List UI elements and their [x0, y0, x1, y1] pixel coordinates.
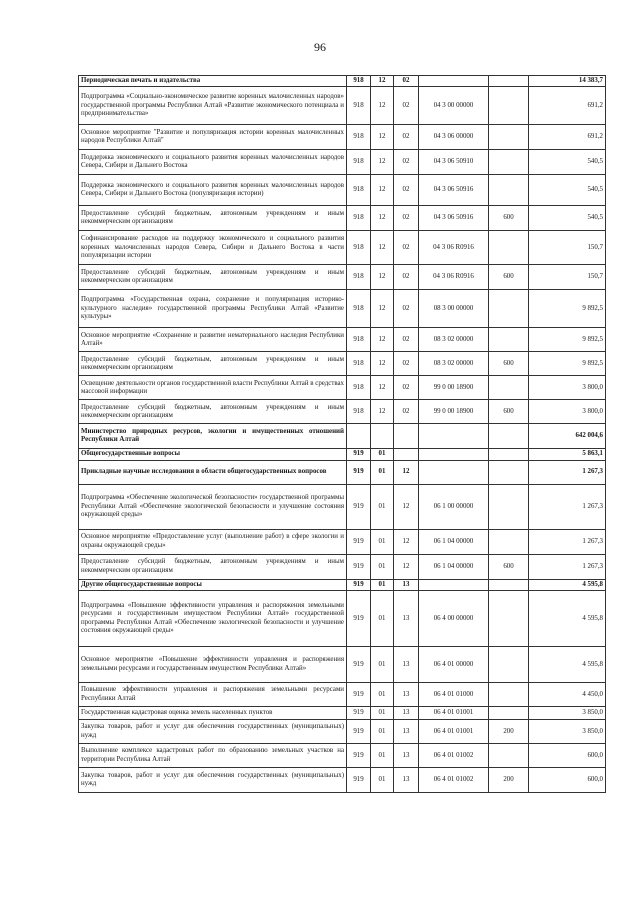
- row-section-cell: 01: [371, 484, 394, 529]
- row-name-cell: Поддержка экономического и социального развития коренных малочисленных народов Севера, Сибири и Дальнего Востока (популяризация истории): [79, 175, 347, 206]
- row-amount-cell: 9 892,5: [529, 290, 606, 328]
- row-code-cell: [347, 424, 371, 449]
- row-vr-cell: [489, 707, 529, 720]
- row-subsection-cell: 13: [394, 720, 419, 744]
- row-code-cell: 919: [347, 707, 371, 720]
- table-row: [79, 150, 606, 175]
- table-row: [79, 376, 606, 400]
- row-section-cell: 12: [371, 150, 394, 175]
- table-row: [79, 768, 606, 793]
- row-csr-cell: 04 3 06 R0916: [419, 231, 489, 265]
- row-amount-cell: 540,5: [529, 175, 606, 206]
- row-section-cell: 12: [371, 206, 394, 231]
- row-vr-cell: [489, 591, 529, 647]
- row-amount-cell: 4 595,8: [529, 579, 606, 590]
- row-code-cell: 918: [347, 175, 371, 206]
- budget-table: [78, 75, 606, 793]
- row-csr-cell: 04 3 06 R0916: [419, 265, 489, 290]
- table-row: [79, 290, 606, 328]
- page-number: 96: [314, 40, 326, 54]
- row-vr-cell: [489, 744, 529, 768]
- row-amount-cell: 1 267,3: [529, 554, 606, 579]
- row-code-cell: 919: [347, 449, 371, 460]
- row-section-cell: 01: [371, 529, 394, 554]
- row-amount-cell: 691,2: [529, 125, 606, 150]
- row-amount-cell: 540,5: [529, 206, 606, 231]
- row-csr-cell: 04 3 06 00000: [419, 125, 489, 150]
- row-vr-cell: [489, 231, 529, 265]
- row-name-cell: Предоставление субсидий бюджетным, автономным учреждениям и иным некоммерческим организациям: [79, 554, 347, 579]
- row-subsection-cell: 02: [394, 376, 419, 400]
- row-amount-cell: 1 267,3: [529, 460, 606, 484]
- row-name-cell: Другие общегосударственные вопросы: [79, 579, 347, 590]
- row-section-cell: 01: [371, 768, 394, 793]
- row-subsection-cell: 13: [394, 707, 419, 720]
- table-row: [79, 352, 606, 376]
- row-code-cell: 918: [347, 328, 371, 352]
- row-name-cell: Софинансирование расходов на поддержку экономического и социального развития коренных малочисленных народов Севера, Сибири и Дальнего Востока в части популяризации истории: [79, 231, 347, 265]
- row-code-cell: 918: [347, 352, 371, 376]
- row-subsection-cell: 02: [394, 400, 419, 424]
- row-subsection-cell: 02: [394, 206, 419, 231]
- row-vr-cell: 600: [489, 554, 529, 579]
- row-csr-cell: 06 1 04 00000: [419, 554, 489, 579]
- table-row: [79, 591, 606, 647]
- row-vr-cell: 600: [489, 400, 529, 424]
- row-section-cell: 01: [371, 707, 394, 720]
- row-subsection-cell: 02: [394, 76, 419, 87]
- row-section-cell: 12: [371, 125, 394, 150]
- row-name-cell: Основное мероприятие «Повышение эффективности управления и распоряжения земельными ресурсами и государственным имуществом Республики Алтай»: [79, 647, 347, 683]
- row-amount-cell: 9 892,5: [529, 328, 606, 352]
- row-csr-cell: 08 3 02 00000: [419, 328, 489, 352]
- row-amount-cell: 150,7: [529, 231, 606, 265]
- row-amount-cell: 691,2: [529, 87, 606, 125]
- row-name-cell: Основное мероприятие «Предоставление услуг (выполнение работ) в сфере экологии и охраны окружающей среды»: [79, 529, 347, 554]
- row-section-cell: 01: [371, 460, 394, 484]
- row-subsection-cell: [394, 424, 419, 449]
- table-row: [79, 175, 606, 206]
- row-csr-cell: 06 4 01 01002: [419, 768, 489, 793]
- row-code-cell: 918: [347, 87, 371, 125]
- row-code-cell: 918: [347, 376, 371, 400]
- row-name-cell: Поддержка экономического и социального развития коренных малочисленных народов Севера, Сибири и Дальнего Востока: [79, 150, 347, 175]
- row-csr-cell: 04 3 06 50916: [419, 175, 489, 206]
- row-amount-cell: 600,0: [529, 744, 606, 768]
- row-amount-cell: 1 267,3: [529, 529, 606, 554]
- row-name-cell: Общегосударственные вопросы: [79, 449, 347, 460]
- row-subsection-cell: 13: [394, 744, 419, 768]
- row-csr-cell: [419, 424, 489, 449]
- row-name-cell: Предоставление субсидий бюджетным, автономным учреждениям и иным некоммерческим организациям: [79, 206, 347, 231]
- row-name-cell: Закупка товаров, работ и услуг для обеспечения государственных (муниципальных) нужд: [79, 720, 347, 744]
- row-subsection-cell: 13: [394, 683, 419, 707]
- row-subsection-cell: 02: [394, 231, 419, 265]
- row-amount-cell: 3 800,0: [529, 400, 606, 424]
- table-row: [79, 744, 606, 768]
- row-csr-cell: [419, 460, 489, 484]
- row-csr-cell: [419, 449, 489, 460]
- row-csr-cell: 06 4 01 01000: [419, 683, 489, 707]
- row-amount-cell: 4 595,8: [529, 591, 606, 647]
- row-amount-cell: 600,0: [529, 768, 606, 793]
- row-subsection-cell: 02: [394, 87, 419, 125]
- row-amount-cell: 642 004,6: [529, 424, 606, 449]
- row-csr-cell: 99 0 00 18900: [419, 400, 489, 424]
- row-csr-cell: 08 3 02 00000: [419, 352, 489, 376]
- row-csr-cell: 04 3 06 50910: [419, 150, 489, 175]
- row-subsection-cell: 02: [394, 175, 419, 206]
- row-subsection-cell: 13: [394, 579, 419, 590]
- row-name-cell: Предоставление субсидий бюджетным, автономным учреждениям и иным некоммерческим организациям: [79, 352, 347, 376]
- row-name-cell: Подпрограмма «Государственная охрана, сохранение и популяризация историко-культурного наследия» государственной программы Республики Алтай «Развитие культуры»: [79, 290, 347, 328]
- row-section-cell: 12: [371, 175, 394, 206]
- row-csr-cell: 06 4 01 01001: [419, 720, 489, 744]
- row-csr-cell: 08 3 00 00000: [419, 290, 489, 328]
- row-code-cell: 919: [347, 554, 371, 579]
- row-amount-cell: 14 383,7: [529, 76, 606, 87]
- row-code-cell: 918: [347, 206, 371, 231]
- row-name-cell: Периодическая печать и издательства: [79, 76, 347, 87]
- row-section-cell: 12: [371, 400, 394, 424]
- table-row: [79, 424, 606, 449]
- row-amount-cell: 1 267,3: [529, 484, 606, 529]
- row-csr-cell: 04 3 00 00000: [419, 87, 489, 125]
- budget-table-body: [79, 76, 606, 793]
- row-subsection-cell: 02: [394, 125, 419, 150]
- row-subsection-cell: 12: [394, 554, 419, 579]
- row-name-cell: Освещение деятельности органов государственной власти Республики Алтай в средствах массовой информации: [79, 376, 347, 400]
- row-name-cell: Предоставление субсидий бюджетным, автономным учреждениям и иным некоммерческим организациям: [79, 265, 347, 290]
- row-subsection-cell: 02: [394, 265, 419, 290]
- row-code-cell: 919: [347, 683, 371, 707]
- row-subsection-cell: 12: [394, 529, 419, 554]
- row-amount-cell: 540,5: [529, 150, 606, 175]
- row-code-cell: 919: [347, 647, 371, 683]
- row-subsection-cell: 13: [394, 768, 419, 793]
- row-name-cell: Предоставление субсидий бюджетным, автономным учреждениям и иным некоммерческим организациям: [79, 400, 347, 424]
- row-vr-cell: [489, 328, 529, 352]
- row-amount-cell: 4 450,0: [529, 683, 606, 707]
- row-code-cell: 919: [347, 460, 371, 484]
- table-row: [79, 720, 606, 744]
- row-name-cell: Повышение эффективности управления и распоряжения земельными ресурсами Республики Алтай: [79, 683, 347, 707]
- row-vr-cell: [489, 424, 529, 449]
- row-name-cell: Выполнение комплексе кадастровых работ по образованию земельных участков на территории Республика Алтай: [79, 744, 347, 768]
- row-name-cell: Основное мероприятие «Сохранение и развитие нематериального наследия Республики Алтай»: [79, 328, 347, 352]
- row-code-cell: 919: [347, 720, 371, 744]
- row-csr-cell: 04 3 06 50916: [419, 206, 489, 231]
- table-row: [79, 683, 606, 707]
- row-vr-cell: [489, 579, 529, 590]
- row-subsection-cell: 02: [394, 150, 419, 175]
- row-section-cell: 01: [371, 647, 394, 683]
- row-code-cell: 918: [347, 231, 371, 265]
- row-code-cell: 918: [347, 76, 371, 87]
- row-vr-cell: [489, 529, 529, 554]
- row-csr-cell: 06 4 01 01001: [419, 707, 489, 720]
- row-amount-cell: 4 595,8: [529, 647, 606, 683]
- row-amount-cell: 3 850,0: [529, 707, 606, 720]
- table-row: [79, 484, 606, 529]
- row-code-cell: 918: [347, 290, 371, 328]
- table-row: [79, 87, 606, 125]
- row-section-cell: 01: [371, 683, 394, 707]
- row-vr-cell: 200: [489, 720, 529, 744]
- row-vr-cell: [489, 683, 529, 707]
- row-csr-cell: 06 1 00 00000: [419, 484, 489, 529]
- row-subsection-cell: 12: [394, 484, 419, 529]
- row-vr-cell: [489, 460, 529, 484]
- row-code-cell: 918: [347, 125, 371, 150]
- row-name-cell: Государственная кадастровая оценка земель населенных пунктов: [79, 707, 347, 720]
- row-csr-cell: 99 0 00 18900: [419, 376, 489, 400]
- table-row: [79, 707, 606, 720]
- row-vr-cell: [489, 376, 529, 400]
- row-csr-cell: 06 4 01 00000: [419, 647, 489, 683]
- row-section-cell: 01: [371, 554, 394, 579]
- row-vr-cell: 200: [489, 768, 529, 793]
- row-subsection-cell: 13: [394, 591, 419, 647]
- row-csr-cell: 06 1 04 00000: [419, 529, 489, 554]
- row-section-cell: 12: [371, 328, 394, 352]
- table-row: [79, 579, 606, 590]
- row-section-cell: 12: [371, 352, 394, 376]
- row-section-cell: 12: [371, 231, 394, 265]
- row-section-cell: 12: [371, 290, 394, 328]
- row-code-cell: 918: [347, 150, 371, 175]
- row-amount-cell: 5 863,1: [529, 449, 606, 460]
- table-row: [79, 76, 606, 87]
- table-row: [79, 460, 606, 484]
- row-code-cell: 919: [347, 591, 371, 647]
- row-section-cell: 01: [371, 591, 394, 647]
- row-name-cell: Подпрограмма «Социально-экономическое развитие коренных малочисленных народов» государственной программы Республики Алтай «Развитие экономического потенциала и предпринимательства»: [79, 87, 347, 125]
- row-section-cell: [371, 424, 394, 449]
- row-section-cell: 01: [371, 449, 394, 460]
- row-name-cell: Министерство природных ресурсов, экологии и имущественных отношений Республики Алтай: [79, 424, 347, 449]
- row-name-cell: Прикладные научные исследования в области общегосударственных вопросов: [79, 460, 347, 484]
- row-name-cell: Закупка товаров, работ и услуг для обеспечения государственных (муниципальных) нужд: [79, 768, 347, 793]
- row-name-cell: Основное мероприятие "Развитие и популяризация истории коренных малочисленных народов Республики Алтай": [79, 125, 347, 150]
- row-subsection-cell: 02: [394, 290, 419, 328]
- row-csr-cell: [419, 579, 489, 590]
- row-code-cell: 919: [347, 529, 371, 554]
- row-vr-cell: [489, 290, 529, 328]
- row-vr-cell: 600: [489, 265, 529, 290]
- table-row: [79, 400, 606, 424]
- row-vr-cell: [489, 647, 529, 683]
- row-code-cell: 919: [347, 579, 371, 590]
- row-section-cell: 01: [371, 579, 394, 590]
- table-row: [79, 206, 606, 231]
- row-vr-cell: [489, 484, 529, 529]
- row-section-cell: 12: [371, 265, 394, 290]
- row-csr-cell: 06 4 01 01002: [419, 744, 489, 768]
- row-code-cell: 919: [347, 484, 371, 529]
- row-subsection-cell: 12: [394, 460, 419, 484]
- row-csr-cell: [419, 76, 489, 87]
- table-row: [79, 265, 606, 290]
- row-amount-cell: 3 800,0: [529, 376, 606, 400]
- row-section-cell: 12: [371, 87, 394, 125]
- row-section-cell: 12: [371, 376, 394, 400]
- table-row: [79, 125, 606, 150]
- row-vr-cell: [489, 125, 529, 150]
- row-amount-cell: 150,7: [529, 265, 606, 290]
- table-row: [79, 231, 606, 265]
- row-amount-cell: 3 850,0: [529, 720, 606, 744]
- row-vr-cell: [489, 150, 529, 175]
- row-section-cell: 12: [371, 76, 394, 87]
- row-subsection-cell: 02: [394, 352, 419, 376]
- row-csr-cell: 06 4 00 00000: [419, 591, 489, 647]
- row-section-cell: 01: [371, 720, 394, 744]
- row-name-cell: Подпрограмма «Повышение эффективности управления и распоряжения земельными ресурсами и государственным имуществом Республики Алтай» государственной программы Республики Алтай «Обеспечение экологической безопасности и улучшение состояния окружающей среды»: [79, 591, 347, 647]
- row-subsection-cell: 13: [394, 647, 419, 683]
- row-section-cell: 01: [371, 744, 394, 768]
- row-code-cell: 919: [347, 744, 371, 768]
- row-amount-cell: 9 892,5: [529, 352, 606, 376]
- row-name-cell: Подпрограмма «Обеспечение экологической безопасности» государственной программы Республики Алтай «Обеспечение экологической безопасности и улучшение состояния окружающей среды»: [79, 484, 347, 529]
- row-vr-cell: [489, 87, 529, 125]
- table-row: [79, 529, 606, 554]
- row-subsection-cell: [394, 449, 419, 460]
- row-vr-cell: [489, 175, 529, 206]
- row-code-cell: 918: [347, 400, 371, 424]
- row-vr-cell: [489, 76, 529, 87]
- table-row: [79, 554, 606, 579]
- row-vr-cell: 600: [489, 206, 529, 231]
- row-subsection-cell: 02: [394, 328, 419, 352]
- row-code-cell: 918: [347, 265, 371, 290]
- row-vr-cell: 600: [489, 352, 529, 376]
- table-row: [79, 449, 606, 460]
- row-code-cell: 919: [347, 768, 371, 793]
- table-row: [79, 328, 606, 352]
- row-vr-cell: [489, 449, 529, 460]
- table-row: [79, 647, 606, 683]
